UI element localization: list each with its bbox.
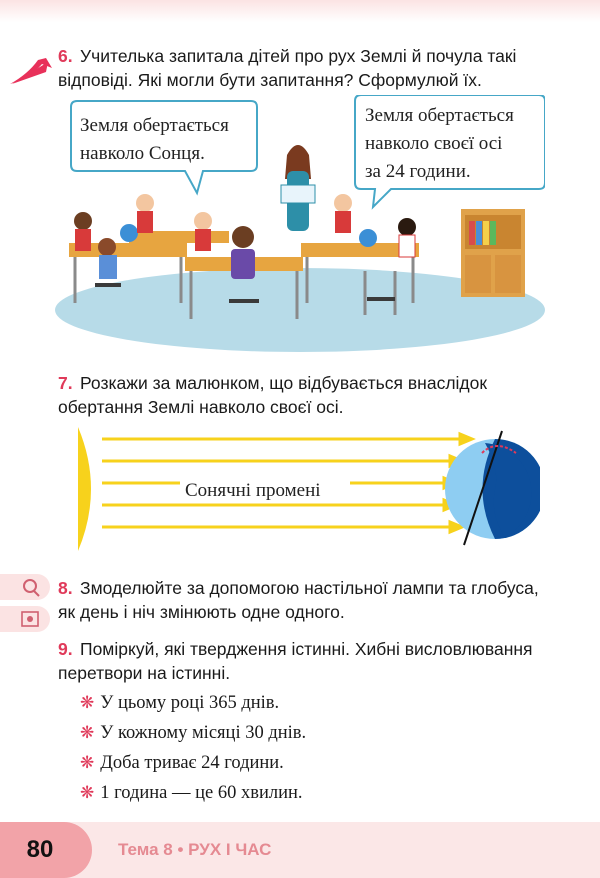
pink-arrow-icon <box>8 58 54 92</box>
footer-topic: Тема 8 • РУХ І ЧАС <box>118 840 272 859</box>
flower-bullet-icon: ❋ <box>80 723 95 742</box>
statement <box>80 752 284 774</box>
task-8 <box>58 576 558 624</box>
flower-bullet-icon: ❋ <box>80 753 95 772</box>
bubble-line: навколо своєї осі <box>365 133 503 154</box>
statement <box>80 692 279 714</box>
task-text: Розкажи за малюнком, що відбувається внаслідок обертання Землі навколо своєї осі. <box>58 373 488 417</box>
task-number: 7. <box>58 373 73 393</box>
flower-bullet-icon: ❋ <box>80 783 95 802</box>
statement-text: У кожному місяці 30 днів. <box>100 723 307 743</box>
page-number: 80 <box>26 836 54 863</box>
group-work-icon <box>0 606 50 632</box>
task-6 <box>58 44 558 92</box>
magnifier-icon <box>0 574 50 600</box>
right-speech-bubble <box>365 102 514 186</box>
top-band <box>0 0 600 22</box>
bubble-line: за 24 години. <box>365 161 471 182</box>
task-text: Учителька запитала дітей про рух Землі й почула такі відповіді. Які могли бути запитання? Сформулюй їх. <box>58 46 517 90</box>
statement-text: 1 година — це 60 хвилин. <box>100 783 303 803</box>
bubble-line: Земля обертається <box>80 115 229 136</box>
statement <box>80 722 306 744</box>
left-speech-bubble <box>80 112 229 168</box>
task-number: 8. <box>58 578 73 598</box>
task-number: 9. <box>58 639 73 659</box>
bubble-line: навколо Сонця. <box>80 143 205 164</box>
statement <box>80 782 303 804</box>
statement-text: Доба триває 24 години. <box>100 753 284 773</box>
bubble-line: Земля обертається <box>365 105 514 126</box>
sun-rays-label: Сонячні промені <box>185 480 321 501</box>
task-number: 6. <box>58 46 73 66</box>
flower-bullet-icon: ❋ <box>80 693 95 712</box>
task-9 <box>58 637 558 685</box>
task-text: Змоделюйте за допомогою настільної лампи та глобуса, як день і ніч змінюють одне одного. <box>58 578 539 622</box>
task-text: Поміркуй, які твердження істинні. Хибні висловлювання перетвори на істинні. <box>58 639 533 683</box>
statement-text: У цьому році 365 днів. <box>100 693 280 713</box>
task-7 <box>58 371 558 419</box>
